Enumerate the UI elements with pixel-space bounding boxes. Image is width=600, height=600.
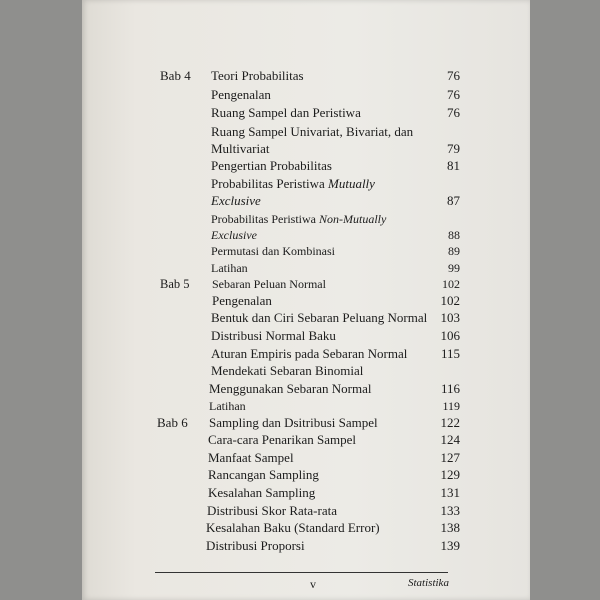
toc-page: 76: [447, 105, 460, 120]
toc-title: Aturan Empiris pada Sebaran Normal: [211, 346, 408, 361]
footer-book-title: Statistika: [408, 577, 449, 589]
toc-title: Menggunakan Sebaran Normal: [209, 381, 372, 396]
toc-page: 76: [447, 68, 460, 83]
toc-title: Sampling dan Dsitribusi Sampel: [209, 415, 378, 430]
toc-page: 79: [447, 141, 460, 156]
toc-page: 133: [440, 503, 460, 518]
toc-title: Bentuk dan Ciri Sebaran Peluang Normal: [211, 310, 428, 325]
toc-title: Teori Probabilitas: [211, 68, 304, 83]
toc-title: Distribusi Skor Rata-rata: [207, 503, 337, 518]
toc-title: Ruang Sampel Univariat, Bivariat, dan: [211, 124, 414, 139]
toc-page: 129: [440, 467, 460, 482]
toc-page: 116: [440, 381, 460, 396]
toc-page: 131: [440, 485, 460, 500]
toc-page: 103: [440, 310, 460, 325]
toc-title: Multivariat: [211, 141, 270, 156]
toc-page: 87: [447, 193, 460, 208]
toc-title: Sebaran Peluan Normal: [212, 277, 326, 291]
toc-page: 88: [448, 228, 460, 242]
toc-title: Latihan: [211, 261, 248, 275]
toc-page: 139: [440, 538, 460, 553]
toc-title: Probabilitas Peristiwa Non-Mutually: [211, 212, 387, 226]
toc-title: Cara-cara Penarikan Sampel: [208, 432, 356, 447]
toc-title: Exclusive: [211, 228, 257, 242]
toc-page: 119: [442, 399, 460, 413]
toc-title: Mendekati Sebaran Binomial: [211, 363, 364, 378]
toc-title: Probabilitas Peristiwa Mutually: [211, 176, 375, 191]
chapter-label: Bab 5: [160, 277, 190, 291]
toc-page: 122: [440, 415, 460, 430]
toc-title: Rancangan Sampling: [208, 467, 319, 482]
footer-page-number: v: [310, 577, 316, 591]
toc-page: 127: [440, 450, 460, 465]
toc-page: 89: [448, 244, 460, 258]
toc-title: Exclusive: [211, 193, 261, 208]
chapter-label: Bab 4: [160, 68, 191, 83]
toc-page: 76: [447, 87, 460, 102]
toc-page: 102: [442, 277, 460, 291]
toc-title: Distribusi Normal Baku: [211, 328, 336, 343]
toc-page: 81: [447, 158, 460, 173]
toc-title: Kesalahan Sampling: [208, 485, 316, 500]
toc-title: Manfaat Sampel: [208, 450, 294, 465]
toc-page: 102: [440, 293, 460, 308]
toc-page: 106: [440, 328, 460, 343]
toc-page: 138: [440, 520, 460, 535]
toc-page: 124: [440, 432, 460, 447]
footer-rule: [155, 572, 448, 573]
toc-title: Pengertian Probabilitas: [211, 158, 332, 173]
chapter-label: Bab 6: [157, 415, 188, 430]
toc-title: Distribusi Proporsi: [206, 538, 305, 553]
toc-title: Kesalahan Baku (Standard Error): [206, 520, 380, 535]
toc-page: 99: [448, 261, 460, 275]
toc-title: Pengenalan: [212, 293, 272, 308]
toc-title: Ruang Sampel dan Peristiwa: [211, 105, 361, 120]
toc-page: 115: [440, 346, 460, 361]
toc-title: Latihan: [209, 399, 246, 413]
toc-title: Pengenalan: [211, 87, 271, 102]
toc-title: Permutasi dan Kombinasi: [211, 244, 335, 258]
